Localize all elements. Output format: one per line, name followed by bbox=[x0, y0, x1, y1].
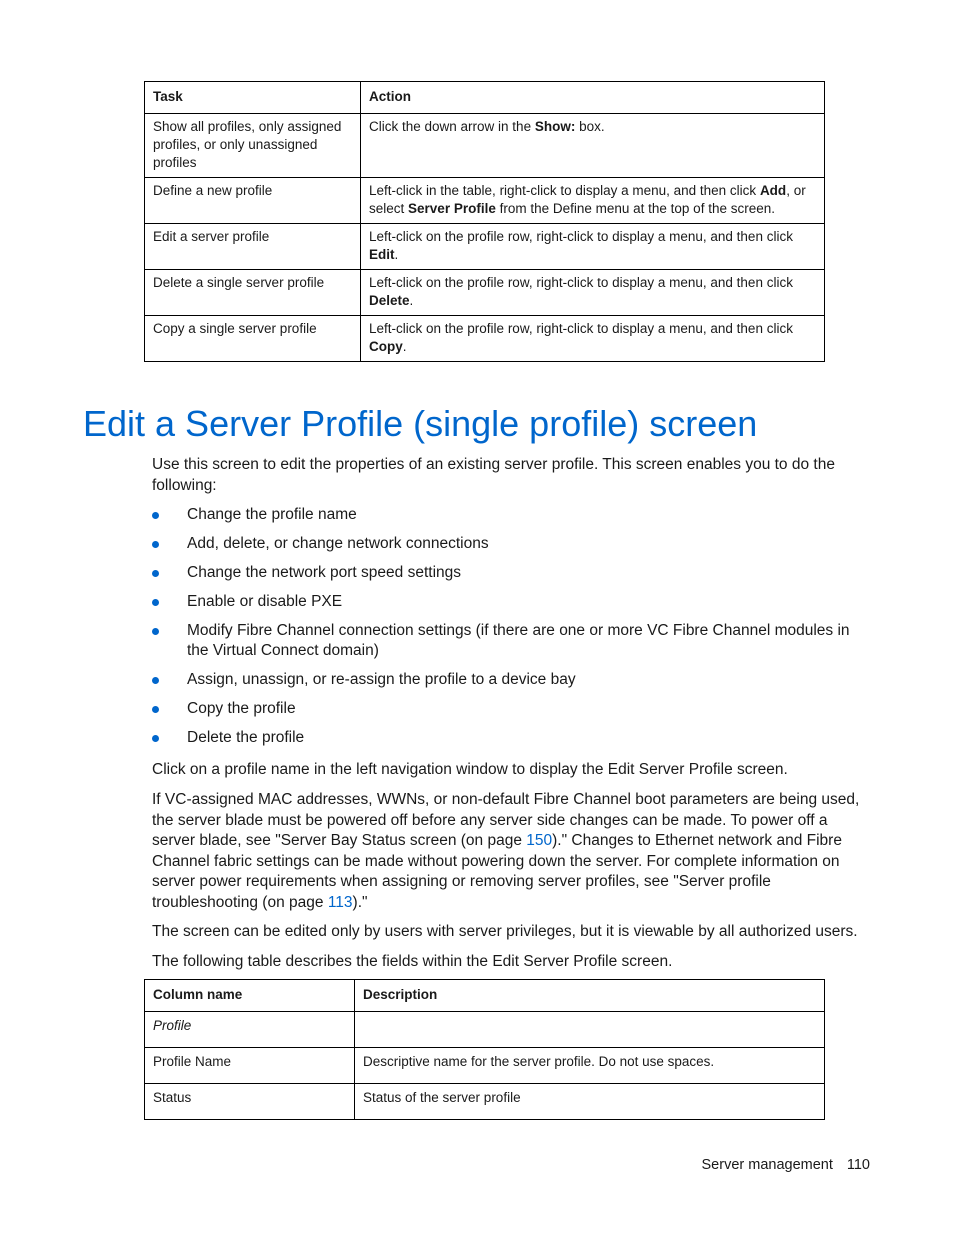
list-item-text: Change the network port speed settings bbox=[187, 564, 462, 581]
action-cell bbox=[361, 114, 825, 178]
list-item-text: Copy the profile bbox=[187, 700, 296, 717]
page-link-113[interactable]: 113 bbox=[327, 893, 353, 911]
task-cell: Show all profiles, only assigned profiles, or only unassigned profiles bbox=[145, 114, 361, 178]
action-cell bbox=[361, 178, 825, 224]
list-item-text: Change the profile name bbox=[187, 506, 357, 523]
action-text: . bbox=[402, 339, 407, 354]
table-header-row bbox=[145, 82, 825, 114]
action-text: Click the down arrow in the bbox=[369, 119, 535, 134]
bullet-dot-icon bbox=[152, 706, 159, 713]
action-text: Left-click on the profile row, right-click to display a menu, and then click bbox=[369, 229, 793, 244]
task-action-table bbox=[144, 81, 825, 362]
column-name-cell: Profile bbox=[145, 1012, 355, 1048]
action-text: Left-click on the profile row, right-click to display a menu, and then click bbox=[369, 275, 793, 290]
table-intro-paragraph: The following table describes the fields within the Edit Server Profile screen. bbox=[152, 953, 673, 970]
action-text: . bbox=[394, 247, 399, 262]
action-keyword: Add bbox=[759, 183, 787, 198]
description-cell: Descriptive name for the server profile. Do not use spaces. bbox=[355, 1048, 825, 1084]
list-item bbox=[152, 728, 872, 748]
bullet-dot-icon bbox=[152, 628, 159, 635]
column-header-column-name: Column name bbox=[145, 980, 355, 1012]
task-cell: Edit a server profile bbox=[145, 224, 361, 270]
bullet-dot-icon bbox=[152, 735, 159, 742]
list-item bbox=[152, 563, 872, 583]
table-header-row bbox=[145, 980, 825, 1012]
feature-bullet-list bbox=[152, 505, 872, 757]
column-name-cell: Profile Name bbox=[145, 1048, 355, 1084]
power-off-paragraph: If VC-assigned MAC addresses, WWNs, or non-default Fibre Channel boot parameters are being used, the server blade must be powered off before any server side changes can be made. To power off a server blade, see "Server Bay Status screen (on page 150)." Changes to Ethernet network and Fibre Channel fabric settings can be made without powering down the server. For complete information on server power requirements when assigning or removing server profiles, see "Server profile troubleshooting (on page 113)." bbox=[152, 791, 860, 911]
action-keyword: Delete bbox=[369, 293, 410, 308]
action-keyword: Copy bbox=[369, 339, 403, 354]
bullet-dot-icon bbox=[152, 677, 159, 684]
field-description-table bbox=[144, 979, 825, 1120]
list-item bbox=[152, 699, 872, 719]
list-item bbox=[152, 592, 872, 612]
task-cell: Copy a single server profile bbox=[145, 316, 361, 362]
action-text: box. bbox=[575, 119, 605, 134]
list-item bbox=[152, 621, 872, 661]
table-row bbox=[145, 224, 825, 270]
bullet-dot-icon bbox=[152, 512, 159, 519]
description-cell bbox=[355, 1012, 825, 1048]
action-text: , or select bbox=[369, 183, 806, 216]
action-text: . bbox=[409, 293, 414, 308]
action-keyword: Server Profile bbox=[408, 201, 496, 216]
footer-section-name: Server management bbox=[701, 1157, 833, 1173]
task-cell: Delete a single server profile bbox=[145, 270, 361, 316]
page-footer bbox=[702, 1157, 871, 1173]
column-name-cell: Status bbox=[145, 1084, 355, 1120]
list-item-text: Delete the profile bbox=[187, 729, 305, 746]
table-row bbox=[145, 316, 825, 362]
bullet-dot-icon bbox=[152, 599, 159, 606]
list-item bbox=[152, 505, 872, 525]
navigation-paragraph: Click on a profile name in the left navigation window to display the Edit Server Profile screen. bbox=[152, 761, 788, 778]
list-item-text: Assign, unassign, or re-assign the profile to a device bay bbox=[187, 671, 576, 688]
table-row bbox=[145, 114, 825, 178]
intro-paragraph: Use this screen to edit the properties of an existing server profile. This screen enables you to do the following: bbox=[152, 456, 835, 494]
list-item-text: Add, delete, or change network connections bbox=[187, 535, 489, 552]
task-cell: Define a new profile bbox=[145, 178, 361, 224]
column-header-task: Task bbox=[145, 82, 361, 114]
action-keyword: Edit bbox=[369, 247, 395, 262]
table-row bbox=[145, 270, 825, 316]
list-item-text: Enable or disable PXE bbox=[187, 593, 343, 610]
table-row bbox=[145, 1012, 825, 1048]
action-text: from the Define menu at the top of the screen. bbox=[495, 201, 775, 216]
privileges-paragraph: The screen can be edited only by users with server privileges, but it is viewable by all authorized users. bbox=[152, 923, 858, 940]
list-item-text: Modify Fibre Channel connection settings (if there are one or more VC Fibre Channel modules in the Virtual Connect domain) bbox=[187, 622, 850, 659]
table-row bbox=[145, 178, 825, 224]
table-row bbox=[145, 1048, 825, 1084]
action-text: Left-click in the table, right-click to display a menu, and then click bbox=[369, 183, 760, 198]
action-cell bbox=[361, 270, 825, 316]
action-keyword: Show: bbox=[534, 119, 576, 134]
action-cell bbox=[361, 316, 825, 362]
action-text: Left-click on the profile row, right-click to display a menu, and then click bbox=[369, 321, 793, 336]
column-header-action: Action bbox=[361, 82, 825, 114]
list-item bbox=[152, 534, 872, 554]
section-heading: Edit a Server Profile (single profile) screen bbox=[83, 403, 758, 444]
bullet-dot-icon bbox=[152, 541, 159, 548]
table-row bbox=[145, 1084, 825, 1120]
list-item bbox=[152, 670, 872, 690]
description-cell: Status of the server profile bbox=[355, 1084, 825, 1120]
bullet-dot-icon bbox=[152, 570, 159, 577]
action-cell bbox=[361, 224, 825, 270]
column-header-description: Description bbox=[355, 980, 825, 1012]
page-number: 110 bbox=[846, 1157, 870, 1173]
page-link-150[interactable]: 150 bbox=[526, 832, 553, 849]
